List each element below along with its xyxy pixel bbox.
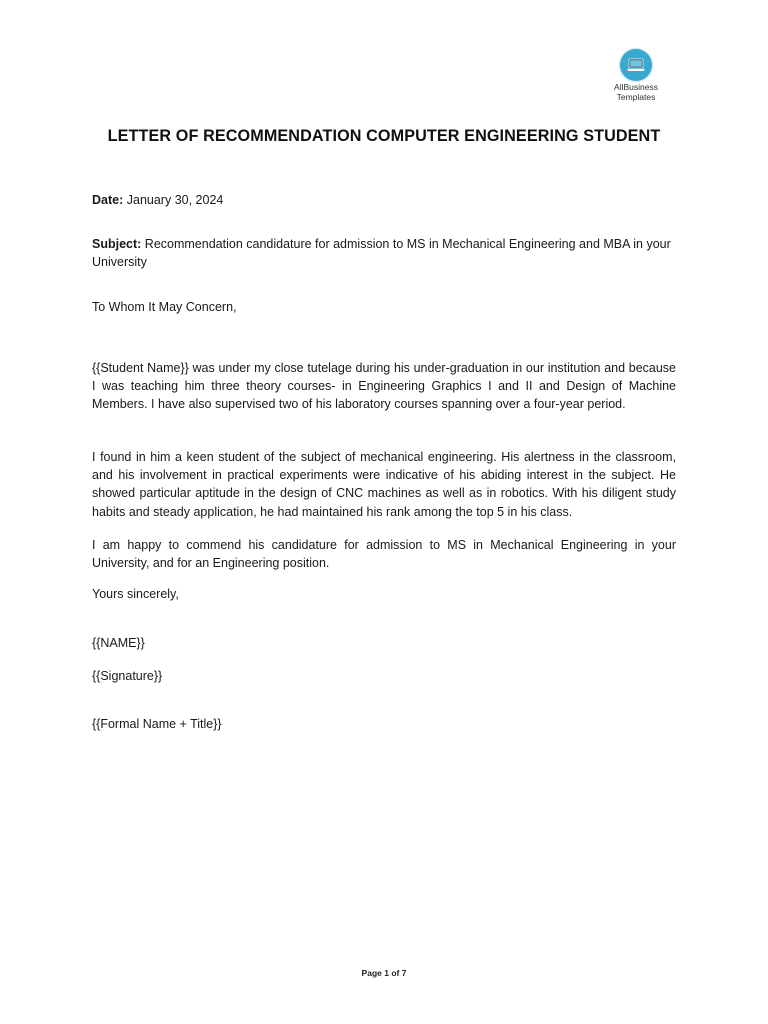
closing: Yours sincerely, (92, 587, 179, 601)
date-value: January 30, 2024 (126, 193, 224, 207)
paragraph-2: I found in him a keen student of the subject of mechanical engineering. His alertness in the classroom, and his involvement in practical experiments were indicative of his abiding interest in the subject. He showed particular aptitude in the design of CNC machines as well as in robotics. With his diligent study habits and steady application, he had maintained his rank among the top 5 in his class. (92, 450, 676, 519)
paragraph-1: {{Student Name}} was under my close tutelage during his under-graduation in our institution and because I was teaching him three theory courses- in Engineering Graphics I and II and Design of Machine Members. I have also supervised two of his laboratory courses spanning over a four-year period. (92, 361, 676, 412)
document-title: LETTER OF RECOMMENDATION COMPUTER ENGINEERING STUDENT (107, 127, 661, 145)
date-label: Date: (92, 193, 124, 207)
subject-label: Subject: (92, 237, 142, 251)
date-line (92, 191, 676, 209)
allbusiness-logo (604, 48, 668, 102)
subject-line (92, 235, 676, 271)
logo-text-line1: AllBusiness (614, 82, 658, 92)
salutation: To Whom It May Concern, (92, 300, 237, 314)
subject-value: Recommendation candidature for admission to MS in Mechanical Engineering and MBA in your University (92, 237, 671, 270)
signer-name: {{NAME}} (92, 636, 145, 650)
logo-text-line2: Templates (616, 92, 656, 102)
formal-name-title: {{Formal Name + Title}} (92, 717, 222, 731)
laptop-icon (619, 48, 653, 82)
page-number-text: Page 1 of 7 (361, 968, 407, 978)
signature-placeholder: {{Signature}} (92, 669, 163, 683)
paragraph-3: I am happy to commend his candidature for admission to MS in Mechanical Engineering in your University, and for an Engineering position. (92, 538, 676, 571)
page-number (0, 968, 768, 978)
